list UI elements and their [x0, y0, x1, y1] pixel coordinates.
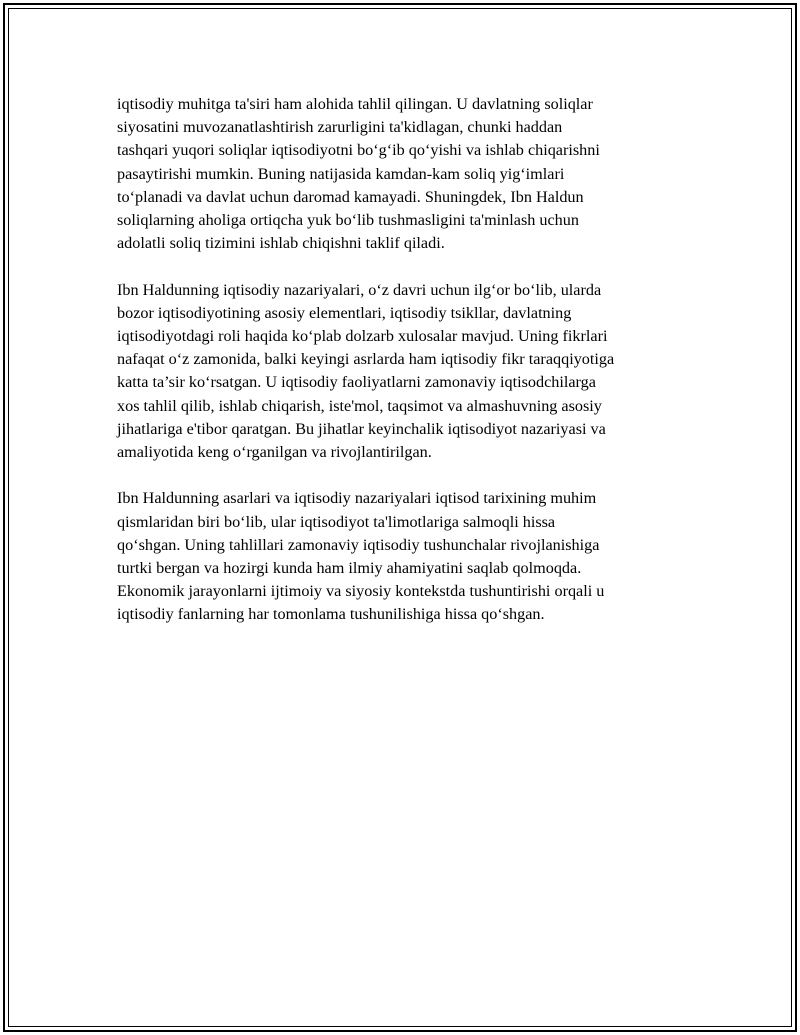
text-line: soliqlarning aholiga ortiqcha yuk bo‘lib tushmasligini ta'minlash uchun: [117, 211, 579, 230]
text-line: bozor iqtisodiyotining asosiy elementlari, iqtisodiy tsikllar, davlatning: [117, 303, 572, 322]
text-line: pasaytirishi mumkin. Buning natijasida kamdan-kam soliq yig‘imlari: [117, 164, 565, 183]
paragraph-1: [117, 93, 687, 255]
text-line: katta ta’sir ko‘rsatgan. U iqtisodiy faoliyatlarni zamonaviy iqtisodchilarga: [117, 373, 596, 392]
text-line: Ibn Haldunning iqtisodiy nazariyalari, o‘z davri uchun ilg‘or bo‘lib, ularda: [117, 280, 602, 299]
text-line: iqtisodiy fanlarning har tomonlama tushunilishiga hissa qo‘shgan.: [117, 605, 545, 624]
text-line: Ibn Haldunning asarlari va iqtisodiy nazariyalari iqtisod tarixining muhim: [117, 489, 597, 508]
paragraph-3: [117, 487, 687, 626]
text-line: Ekonomik jarayonlarni ijtimoiy va siyosiy kontekstda tushuntirishi orqali u: [117, 582, 605, 601]
text-line: turtki bergan va hozirgi kunda ham ilmiy ahamiyatini saqlab qolmoqda.: [117, 559, 582, 578]
text-line: siyosatini muvozanatlashtirish zarurligini ta'kidlagan, chunki haddan: [117, 118, 563, 137]
text-line: amaliyotida keng o‘rganilgan va rivojlantirilgan.: [117, 443, 432, 462]
text-line: adolatli soliq tizimini ishlab chiqishni taklif qiladi.: [117, 234, 445, 253]
document-body: [117, 93, 687, 650]
text-line: to‘planadi va davlat uchun daromad kamayadi. Shuningdek, Ibn Haldun: [117, 187, 584, 206]
text-line: iqtisodiyotdagi roli haqida ko‘plab dolzarb xulosalar mavjud. Uning fikrlari: [117, 327, 608, 346]
text-line: qo‘shgan. Uning tahlillari zamonaviy iqtisodiy tushunchalar rivojlanishiga: [117, 535, 600, 554]
text-line: jihatlariga e'tibor qaratgan. Bu jihatlar keyinchalik iqtisodiyot nazariyasi va: [117, 419, 606, 438]
text-line: iqtisodiy muhitga ta'siri ham alohida tahlil qilingan. U davlatning soliqlar: [117, 95, 593, 113]
paragraph-2: [117, 279, 687, 465]
text-line: xos tahlil qilib, ishlab chiqarish, iste'mol, taqsimot va almashuvning asosiy: [117, 396, 602, 415]
text-line: tashqari yuqori soliqlar iqtisodiyotni bo‘g‘ib qo‘yishi va ishlab chiqarishni: [117, 141, 600, 160]
text-line: nafaqat o‘z zamonida, balki keyingi asrlarda ham iqtisodiy fikr taraqqiyotiga: [117, 350, 615, 369]
text-line: qismlaridan biri bo‘lib, ular iqtisodiyot ta'limotlariga salmoqli hissa: [117, 512, 556, 531]
